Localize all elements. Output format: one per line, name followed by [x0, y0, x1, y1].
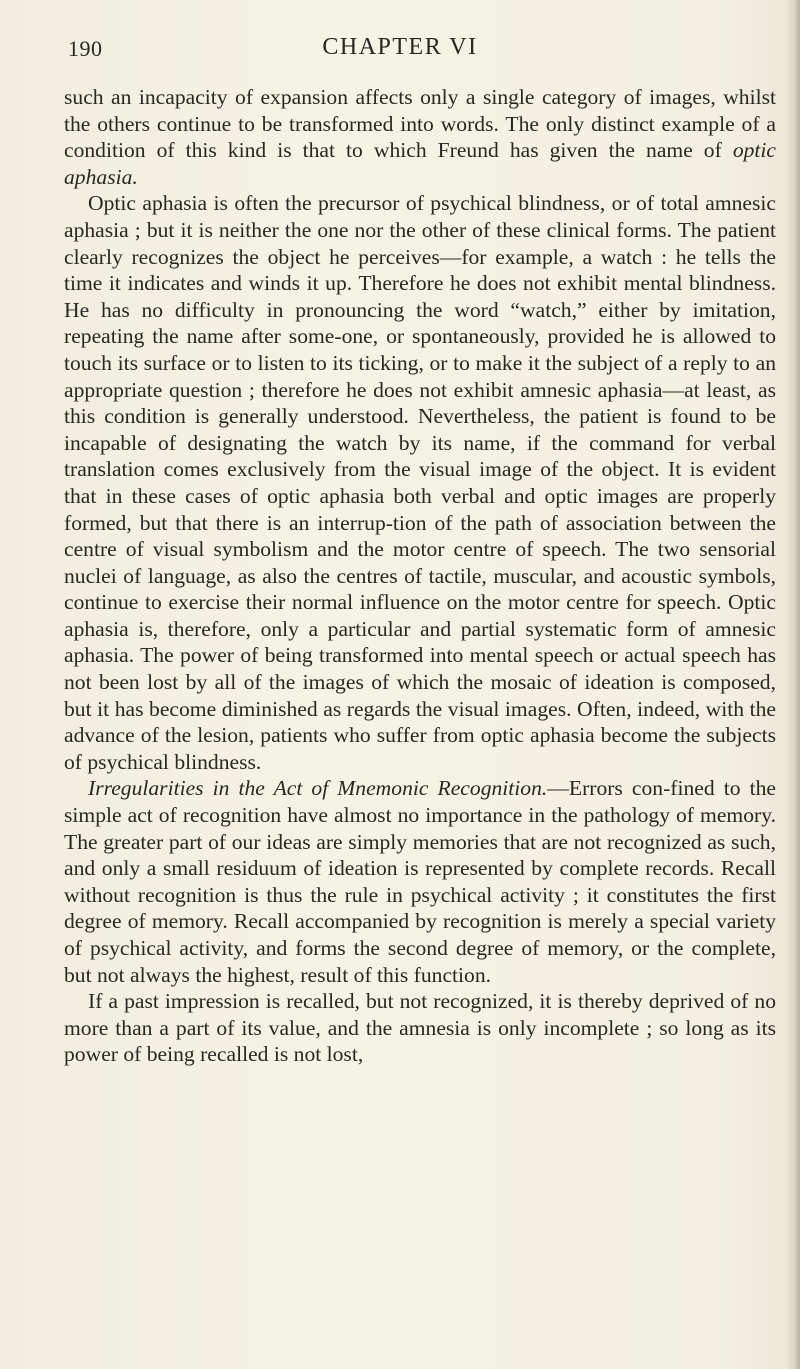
section-heading-inline: Irregularities in the Act of Mnemonic Recognition. [88, 776, 548, 801]
text-run: If a past impression is recalled, but not recognized, it is thereby deprived of no more than a part of its value, and the amnesia is only incomplete ; so long as its power of being recalled is not lost, [64, 989, 776, 1067]
body-text [64, 84, 776, 1068]
paragraph-4 [64, 988, 776, 1068]
paragraph-1 [64, 84, 776, 190]
text-run: Optic aphasia is often the precursor of psychical blindness, or of total amnesic aphasia ; but it is neither the one nor the other of these clinical forms. The patient clearly recognizes the object he perceives—for example, a watch : he tells the time it indicates and winds it up. Therefore he does not exhibit mental blindness. He has no difficulty in pronouncing the word “watch,” either by imitation, repeating the name after some-one, or spontaneously, provided he is allowed to touch its surface or to listen to its ticking, or to make it the subject of a reply to an appropriate question ; therefore he does not exhibit amnesic aphasia—at least, as this condition is generally understood. Nevertheless, the patient is found to be incapable of designating the watch by its name, if the command for verbal translation comes exclusively from the visual image of the object. It is evident that in these cases of optic aphasia both verbal and optic images are properly formed, but that there is an interrup-tion of the path of association between the centre of visual symbolism and the motor centre of speech. The two sensorial nuclei of language, as also the centres of tactile, muscular, and acoustic symbols, continue to exercise their normal influence on the motor centre for speech. Optic aphasia is, therefore, only a particular and partial systematic form of amnesic aphasia. The power of being transformed into mental speech or actual speech has not been lost by all of the images of which the mosaic of ideation is composed, but it has become diminished as regards the visual images. Often, indeed, with the advance of the lesion, patients who suffer from optic aphasia become the subjects of psychical blindness. [64, 191, 776, 774]
paragraph-2 [64, 190, 776, 775]
text-run: such an incapacity of expansion affects only a single category of images, whilst the others continue to be transformed into words. The only distinct example of a condition of this kind is that to which Freund has given the name of [64, 85, 776, 163]
running-head: CHAPTER VI [322, 34, 478, 60]
page-header [0, 32, 800, 66]
page-edge-shadow [786, 0, 800, 1369]
paragraph-3 [64, 775, 776, 988]
italic-term: optic aphasia. [64, 138, 776, 189]
text-run: —Errors con-fined to the simple act of recognition have almost no importance in the pathology of memory. The greater part of our ideas are simply memories that are not recognized as such, and only a small residuum of ideation is represented by complete records. Recall without recognition is thus the rule in psychical activity ; it constitutes the first degree of memory. Recall accompanied by recognition is merely a special variety of psychical activity, and forms the second degree of memory, or the complete, but not always the highest, result of this function. [64, 776, 776, 987]
page-number: 190 [68, 36, 103, 61]
